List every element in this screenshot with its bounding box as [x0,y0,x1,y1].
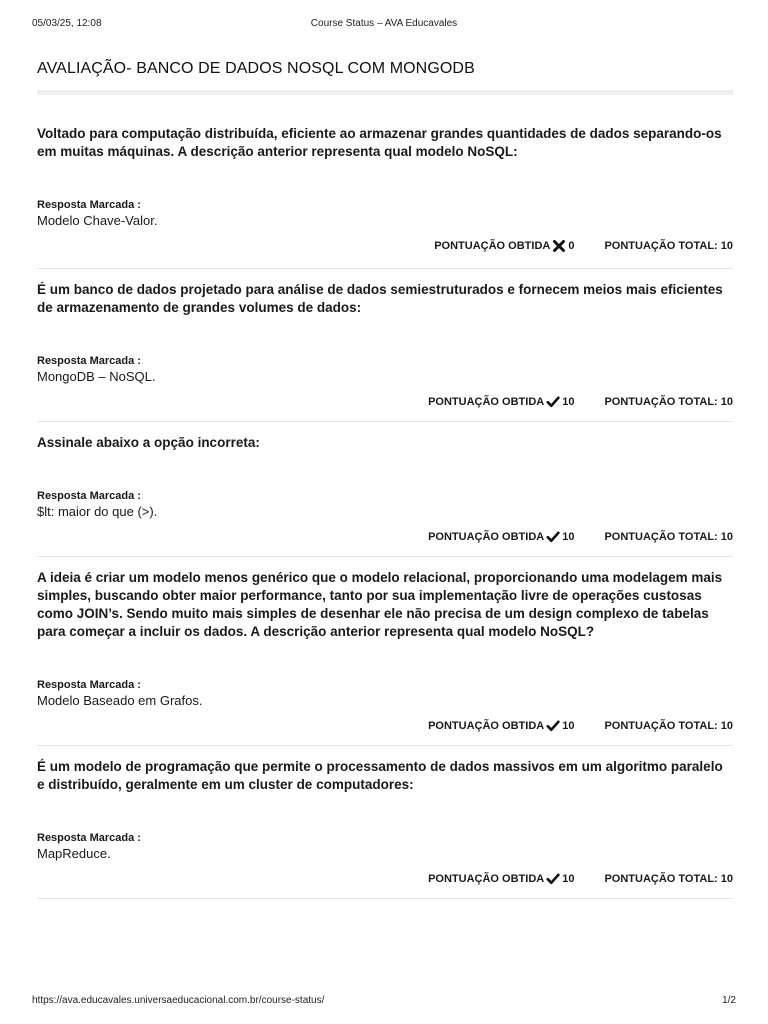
question-text: Voltado para computação distribuída, eficiente ao armazenar grandes quantidades de dados separando-os em muitas máquinas. A descrição anterior representa qual modelo NoSQL: [37,126,722,159]
check-icon [546,395,560,409]
answer-value: Modelo Chave-Valor. [37,213,158,228]
score-row [37,718,733,734]
question-item [37,269,733,422]
check-icon [546,530,560,544]
score-obtained-label: PONTUAÇÃO OBTIDA [428,396,545,408]
score-obtained [428,530,574,544]
question-item [37,557,733,746]
score-obtained [434,239,574,253]
score-obtained-label: PONTUAÇÃO OBTIDA [428,873,545,885]
answer-value: MongoDB – NoSQL. [37,369,156,384]
course-status-content [37,60,733,899]
score-obtained-value: 10 [562,720,575,732]
score-row [37,871,733,887]
cross-icon [552,239,566,253]
question-item [37,125,733,269]
score-obtained-value: 10 [562,873,575,885]
score-obtained [428,872,574,886]
score-obtained-label: PONTUAÇÃO OBTIDA [434,240,551,252]
answer-label: Resposta Marcada : [37,832,141,844]
page-title: AVALIAÇÃO- BANCO DE DADOS NOSQL COM MONGODB [37,60,733,95]
score-total: PONTUAÇÃO TOTAL: 10 [604,873,733,885]
score-obtained-value: 10 [562,396,575,408]
score-row [37,238,733,254]
question-text: É um modelo de programação que permite o processamento de dados massivos em um algoritmo paralelo e distribuído, geralmente em um cluster de computadores: [37,759,723,792]
print-header [32,18,736,32]
score-total: PONTUAÇÃO TOTAL: 10 [604,720,733,732]
print-footer [32,995,736,1009]
answer-value: $lt: maior do que (>). [37,504,158,519]
score-total: PONTUAÇÃO TOTAL: 10 [604,396,733,408]
check-icon [546,719,560,733]
question-text: A ideia é criar um modelo menos genérico que o modelo relacional, proporcionando uma modelagem mais simples, buscando obter maior performance, tanto por sua implementação livre de operações custosas como JOIN’s. Sendo muito mais simples de desenhar ele não precisa de um design complexo de tabelas para começar a incluir os dados. A descrição anterior representa qual modelo NoSQL? [37,570,723,639]
score-obtained-label: PONTUAÇÃO OBTIDA [428,720,545,732]
score-total: PONTUAÇÃO TOTAL: 10 [604,531,733,543]
score-obtained-value: 0 [568,240,575,252]
print-page-number: 1/2 [722,995,736,1006]
answer-value: Modelo Baseado em Grafos. [37,693,203,708]
question-text: É um banco de dados projetado para análise de dados semiestruturados e fornecem meios mais eficientes de armazenamento de grandes volumes de dados: [37,282,723,315]
answer-label: Resposta Marcada : [37,679,141,691]
answer-label: Resposta Marcada : [37,490,141,502]
score-row [37,529,733,545]
question-text: Assinale abaixo a opção incorreta: [37,435,260,450]
print-url: https://ava.educavales.universaeducacional.com.br/course-status/ [32,995,325,1006]
answer-label: Resposta Marcada : [37,199,141,211]
score-obtained-label: PONTUAÇÃO OBTIDA [428,531,545,543]
score-row [37,394,733,410]
score-obtained [428,395,574,409]
score-obtained-value: 10 [562,531,575,543]
answer-value: MapReduce. [37,846,111,861]
score-total: PONTUAÇÃO TOTAL: 10 [604,240,733,252]
answer-label: Resposta Marcada : [37,355,141,367]
print-datetime: 05/03/25, 12:08 [32,18,102,29]
print-page-title: Course Status – AVA Educavales [310,18,458,29]
score-obtained [428,719,574,733]
question-item [37,422,733,557]
question-item [37,746,733,899]
check-icon [546,872,560,886]
